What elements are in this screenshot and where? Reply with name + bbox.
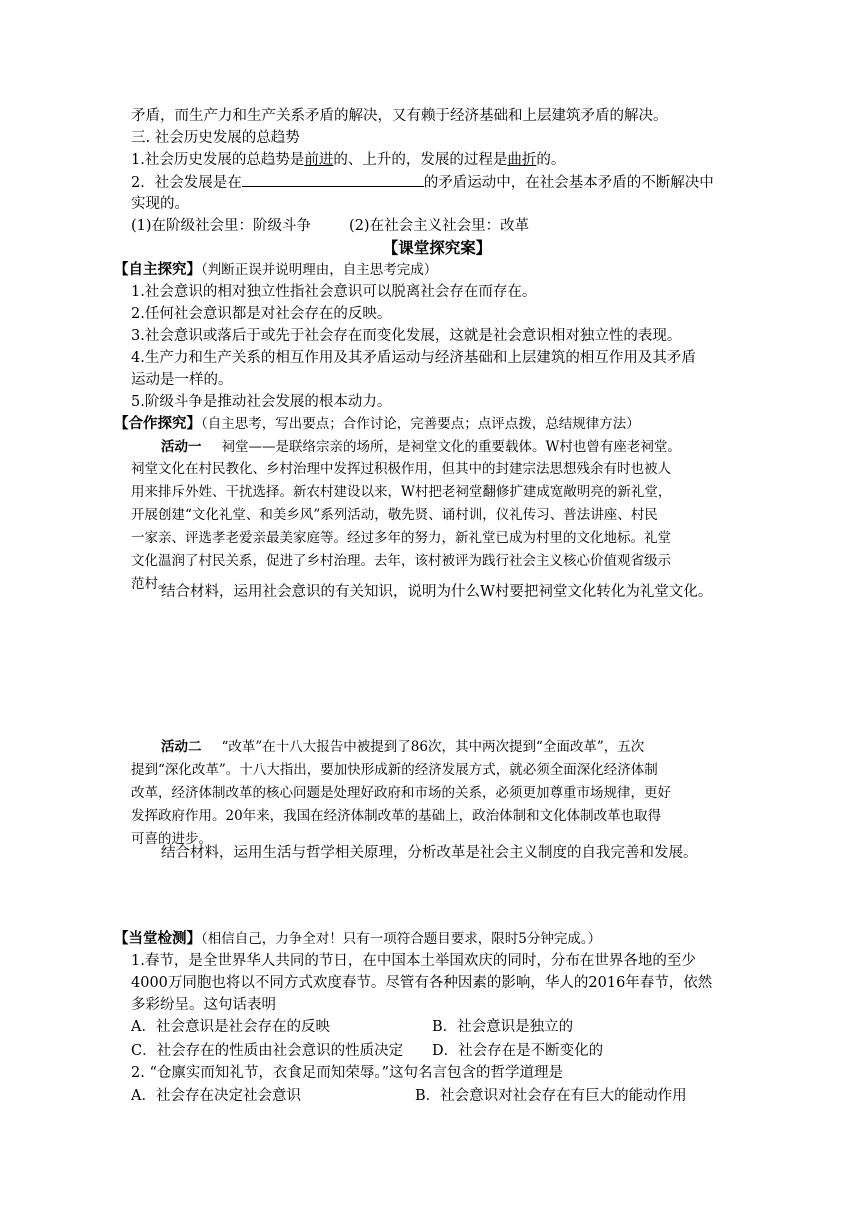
text-line — [114, 259, 437, 281]
question-prompt: 结合材料，运用社会意识的有关知识，说明为什么W村要把祠堂文化转化为礼堂文化。 — [161, 584, 713, 600]
text-fragment: 的矛盾运动中，在社会基本矛盾的不断解决中 — [423, 175, 714, 191]
question-prompt: 结合材料，运用生活与哲学相关原理，分析改革是社会主义制度的自我完善和发展。 — [161, 845, 698, 861]
text-line — [161, 436, 681, 458]
question-line: 运动是一样的。 — [131, 372, 233, 388]
text-fragment: 祠堂——是联络宗亲的场所，是祠堂文化的重要载体。W村也曾有座老祠堂。 — [221, 439, 681, 455]
choice-option[interactable]: A．社会存在决定社会意识 — [131, 1088, 301, 1104]
text-fragment: (2)在社会主义社会里：改革 — [349, 218, 530, 234]
text-line: 用来排斥外姓、干扰选择。新农村建设以来，W村把老祠堂翻修扩建成宽敞明亮的新礼堂， — [131, 484, 672, 500]
text-fragment: “改革”在十八大报告中被提到了86次，其中两次提到“全面改革”，五次 — [221, 739, 645, 755]
section-label: 【当堂检测】 — [114, 930, 201, 947]
question-line: 4000万同胞也将以不同方式欢度春节。尽管有各种因素的影响，华人的2016年春节，依然 — [131, 975, 713, 991]
section-note: （自主思考，写出要点；合作讨论，完善要点；点评点拨，总结规律方法） — [201, 416, 640, 432]
question-line: 多彩纷呈。这句话表明 — [131, 997, 276, 1013]
text-line — [114, 413, 640, 435]
choice-option[interactable]: B．社会意识对社会存在有巨大的能动作用 — [415, 1088, 687, 1104]
text-line — [131, 149, 565, 171]
text-line: 可喜的进步。 — [131, 831, 212, 847]
section-label: 【合作探究】 — [114, 415, 201, 432]
text-line — [131, 215, 529, 237]
question-line: 2. “仓廪实而知礼节，衣食足而知荣辱。”这句名言包含的哲学道理是 — [131, 1065, 564, 1081]
section-heading: 三. 社会历史发展的总趋势 — [131, 130, 300, 146]
text-line — [114, 928, 601, 950]
text-line — [131, 171, 714, 194]
choice-option[interactable]: A．社会意识是社会存在的反映 — [131, 1019, 330, 1035]
question-line: 5.阶级斗争是推动社会发展的根本动力。 — [131, 394, 392, 410]
section-note: （判断正误并说明理由，自主思考完成） — [201, 262, 438, 278]
question-line: 1.春节，是全世界华人共同的节日，在中国本土举国欢庆的同时，分布在世界各地的至少 — [131, 953, 696, 969]
text-line: 开展创建“文化礼堂、和美乡风”系列活动，敬先贤、诵村训，仪礼传习、普法讲座、村民 — [131, 507, 658, 523]
text-fragment: 的、上升的，发展的过程是 — [333, 152, 508, 168]
fill-in-blank[interactable] — [242, 171, 424, 187]
underlined-answer: 曲折 — [507, 152, 537, 168]
question-line: 1.社会意识的相对独立性指社会意识可以脱离社会存在而存在。 — [131, 284, 537, 300]
text-line: 改革，经济体制改革的核心问题是处理好政府和市场的关系，必须更加尊重市场规律，更好 — [131, 785, 671, 801]
underlined-answer: 前进 — [304, 152, 334, 168]
choice-option[interactable]: C．社会存在的性质由社会意识的性质决定 — [131, 1043, 404, 1059]
text-line: 一家亲、评选孝老爱亲最美家庭等。经过多年的努力，新礼堂已成为村里的文化地标。礼堂 — [131, 530, 671, 546]
question-line: 3.社会意识或落后于或先于社会存在而变化发展，这就是社会意识相对独立性的表现。 — [131, 328, 682, 344]
text-line: 提到“深化改革”。十八大指出，要加快形成新的经济发展方式，就必须全面深化经济体制 — [131, 762, 658, 778]
text-fragment: (1)在阶级社会里：阶级斗争 — [131, 218, 312, 234]
activity-label: 活动二 — [161, 739, 202, 755]
text-fragment: 2．社会发展是在 — [131, 175, 242, 191]
section-note: （相信自己，力争全对！只有一项符合题目要求，限时5分钟完成。） — [201, 931, 602, 947]
question-line: 2.任何社会意识都是对社会存在的反映。 — [131, 306, 392, 322]
section-title: 【课堂探究案】 — [382, 238, 492, 257]
text-line: 发挥政府作用。20年来，我国在经济体制改革的基础上，政治体制和文化体制改革也取得 — [131, 808, 662, 824]
text-line: 范村。 — [131, 576, 172, 592]
question-line: 4.生产力和生产关系的相互作用及其矛盾运动与经济基础和上层建筑的相互作用及其矛盾 — [131, 350, 696, 366]
text-fragment: 1.社会历史发展的总趋势是 — [131, 152, 305, 168]
text-line — [161, 736, 644, 758]
section-label: 【自主探究】 — [114, 261, 201, 278]
text-line: 矛盾，而生产力和生产关系矛盾的解决，又有赖于经济基础和上层建筑矛盾的解决。 — [131, 108, 668, 124]
choice-option[interactable]: D．社会存在是不断变化的 — [432, 1043, 604, 1059]
activity-label: 活动一 — [161, 439, 202, 455]
text-line: 文化温润了村民关系，促进了乡村治理。去年，该村被评为践行社会主义核心价值观省级示 — [131, 553, 671, 569]
choice-option[interactable]: B．社会意识是独立的 — [432, 1019, 574, 1035]
text-fragment: 的。 — [536, 152, 566, 168]
text-line: 实现的。 — [131, 196, 189, 212]
text-line: 祠堂文化在村民教化、乡村治理中发挥过积极作用，但其中的封建宗法思想残余有时也被人 — [131, 461, 671, 477]
